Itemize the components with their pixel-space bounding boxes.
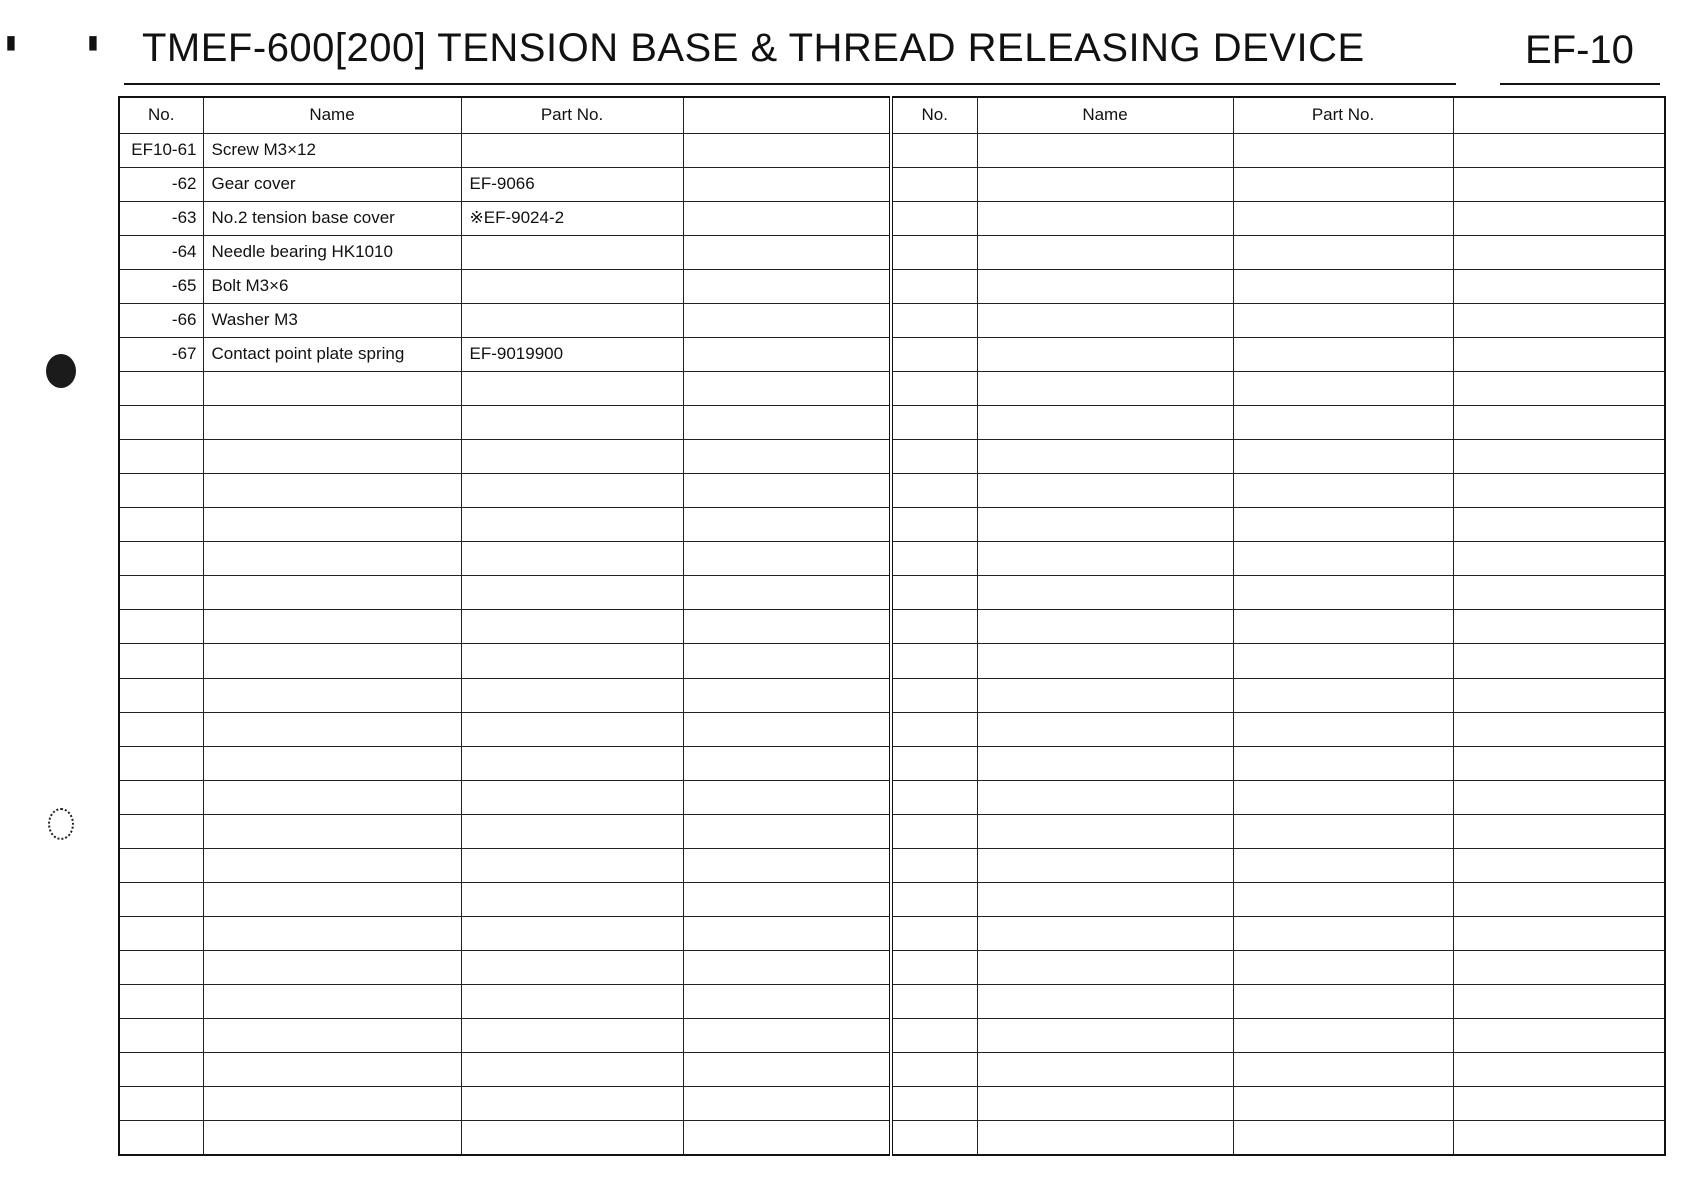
part-code-cell (461, 371, 683, 405)
right-name-cell (977, 678, 1233, 712)
table-row (119, 303, 1665, 337)
part-code-cell (461, 848, 683, 882)
part-number-cell (119, 780, 203, 814)
part-code-cell (461, 951, 683, 985)
part-number-cell: -65 (119, 269, 203, 303)
blank-cell (683, 474, 891, 508)
part-code-cell (461, 303, 683, 337)
part-name-cell (203, 985, 461, 1019)
right-name-cell (977, 916, 1233, 950)
right-part-cell (1233, 235, 1453, 269)
right-name-cell (977, 576, 1233, 610)
right-part-cell (1233, 542, 1453, 576)
blank-cell (683, 916, 891, 950)
right-part-cell (1233, 678, 1453, 712)
part-name-cell (203, 916, 461, 950)
part-name-cell: Contact point plate spring (203, 337, 461, 371)
right-name-cell (977, 371, 1233, 405)
part-code-cell (461, 916, 683, 950)
blank-cell (683, 406, 891, 440)
part-code-cell (461, 133, 683, 167)
right-blank-cell (1453, 235, 1665, 269)
table-row (119, 985, 1665, 1019)
right-part-cell (1233, 167, 1453, 201)
part-number-cell (119, 746, 203, 780)
part-name-cell: Gear cover (203, 167, 461, 201)
right-blank-cell (1453, 474, 1665, 508)
blank-cell (683, 712, 891, 746)
right-part-cell (1233, 269, 1453, 303)
right-blank-cell (1453, 644, 1665, 678)
right-number-cell (891, 780, 977, 814)
part-name-cell (203, 576, 461, 610)
right-name-cell (977, 542, 1233, 576)
table-row (119, 337, 1665, 371)
right-part-cell (1233, 814, 1453, 848)
right-name-cell (977, 1087, 1233, 1121)
part-number-cell (119, 1019, 203, 1053)
blank-cell (683, 814, 891, 848)
part-code-cell (461, 474, 683, 508)
right-number-cell (891, 542, 977, 576)
part-number-cell (119, 1053, 203, 1087)
right-blank-cell (1453, 508, 1665, 542)
part-code-cell (461, 542, 683, 576)
blank-cell (683, 269, 891, 303)
part-code-cell (461, 746, 683, 780)
table-row (119, 951, 1665, 985)
page-code-underline (1500, 83, 1660, 85)
header-blank-right (1453, 97, 1665, 133)
part-name-cell (203, 644, 461, 678)
blank-cell (683, 201, 891, 235)
right-name-cell (977, 269, 1233, 303)
part-number-cell (119, 882, 203, 916)
right-name-cell (977, 985, 1233, 1019)
part-name-cell (203, 1087, 461, 1121)
header-name-left: Name (203, 97, 461, 133)
blank-cell (683, 235, 891, 269)
right-part-cell (1233, 644, 1453, 678)
part-code-cell (461, 780, 683, 814)
blank-cell (683, 1121, 891, 1155)
part-code-cell (461, 235, 683, 269)
right-part-cell (1233, 916, 1453, 950)
part-code-cell (461, 269, 683, 303)
right-number-cell (891, 746, 977, 780)
blank-cell (683, 848, 891, 882)
binder-mark-left: ▮ (6, 32, 16, 52)
part-code-cell (461, 644, 683, 678)
right-number-cell (891, 269, 977, 303)
right-name-cell (977, 201, 1233, 235)
blank-cell (683, 985, 891, 1019)
right-blank-cell (1453, 1019, 1665, 1053)
part-name-cell (203, 848, 461, 882)
right-part-cell (1233, 746, 1453, 780)
part-code-cell (461, 1053, 683, 1087)
right-number-cell (891, 848, 977, 882)
right-blank-cell (1453, 542, 1665, 576)
right-part-cell (1233, 508, 1453, 542)
blank-cell (683, 133, 891, 167)
part-number-cell (119, 474, 203, 508)
right-part-cell (1233, 712, 1453, 746)
part-number-cell (119, 371, 203, 405)
part-code-cell (461, 440, 683, 474)
right-name-cell (977, 337, 1233, 371)
table-row (119, 406, 1665, 440)
part-number-cell (119, 644, 203, 678)
part-name-cell: Screw M3×12 (203, 133, 461, 167)
part-name-cell (203, 1121, 461, 1155)
right-name-cell (977, 780, 1233, 814)
part-number-cell: -66 (119, 303, 203, 337)
page-title: TMEF-600[200] TENSION BASE & THREAD RELEASING DEVICE (142, 26, 1365, 70)
table-row (119, 712, 1665, 746)
right-name-cell (977, 508, 1233, 542)
right-blank-cell (1453, 1053, 1665, 1087)
right-number-cell (891, 644, 977, 678)
header-no-right: No. (891, 97, 977, 133)
part-code-cell (461, 508, 683, 542)
right-blank-cell (1453, 201, 1665, 235)
part-number-cell: -67 (119, 337, 203, 371)
table-row (119, 814, 1665, 848)
table-row (119, 542, 1665, 576)
right-blank-cell (1453, 848, 1665, 882)
header-name-right: Name (977, 97, 1233, 133)
table-row (119, 167, 1665, 201)
table-row (119, 201, 1665, 235)
part-name-cell (203, 1019, 461, 1053)
right-name-cell (977, 406, 1233, 440)
part-name-cell (203, 951, 461, 985)
part-code-cell (461, 1019, 683, 1053)
part-name-cell (203, 712, 461, 746)
part-code-cell (461, 406, 683, 440)
right-part-cell (1233, 371, 1453, 405)
blank-cell (683, 610, 891, 644)
right-number-cell (891, 1087, 977, 1121)
part-number-cell (119, 440, 203, 474)
blank-cell (683, 1053, 891, 1087)
part-number-cell (119, 576, 203, 610)
part-number-cell (119, 1087, 203, 1121)
right-blank-cell (1453, 167, 1665, 201)
right-number-cell (891, 235, 977, 269)
right-number-cell (891, 133, 977, 167)
right-part-cell (1233, 337, 1453, 371)
right-name-cell (977, 133, 1233, 167)
right-number-cell (891, 712, 977, 746)
table-header-row (119, 97, 1665, 133)
part-name-cell (203, 542, 461, 576)
right-name-cell (977, 474, 1233, 508)
part-code-cell (461, 610, 683, 644)
blank-cell (683, 337, 891, 371)
right-blank-cell (1453, 337, 1665, 371)
blank-cell (683, 440, 891, 474)
right-part-cell (1233, 576, 1453, 610)
blank-cell (683, 508, 891, 542)
part-name-cell: Washer M3 (203, 303, 461, 337)
right-number-cell (891, 508, 977, 542)
blank-cell (683, 303, 891, 337)
parts-table (118, 96, 1666, 1156)
right-name-cell (977, 746, 1233, 780)
blank-cell (683, 780, 891, 814)
blank-cell (683, 1087, 891, 1121)
blank-cell (683, 951, 891, 985)
right-blank-cell (1453, 1087, 1665, 1121)
right-blank-cell (1453, 678, 1665, 712)
part-name-cell (203, 882, 461, 916)
part-code-cell (461, 576, 683, 610)
right-blank-cell (1453, 576, 1665, 610)
blank-cell (683, 678, 891, 712)
part-number-cell (119, 610, 203, 644)
right-number-cell (891, 201, 977, 235)
part-name-cell: Bolt M3×6 (203, 269, 461, 303)
table-row (119, 780, 1665, 814)
part-number-cell (119, 406, 203, 440)
right-number-cell (891, 610, 977, 644)
part-name-cell (203, 440, 461, 474)
right-part-cell (1233, 1087, 1453, 1121)
right-name-cell (977, 440, 1233, 474)
part-number-cell (119, 916, 203, 950)
right-blank-cell (1453, 610, 1665, 644)
part-code-cell (461, 1121, 683, 1155)
table-row (119, 576, 1665, 610)
right-name-cell (977, 1121, 1233, 1155)
part-name-cell (203, 406, 461, 440)
right-part-cell (1233, 201, 1453, 235)
blank-cell (683, 882, 891, 916)
right-blank-cell (1453, 780, 1665, 814)
table-row (119, 644, 1665, 678)
part-code-cell (461, 985, 683, 1019)
right-name-cell (977, 712, 1233, 746)
right-blank-cell (1453, 916, 1665, 950)
right-name-cell (977, 1019, 1233, 1053)
table-row (119, 133, 1665, 167)
right-part-cell (1233, 406, 1453, 440)
part-name-cell (203, 746, 461, 780)
table-row (119, 269, 1665, 303)
part-name-cell: Needle bearing HK1010 (203, 235, 461, 269)
part-number-cell (119, 678, 203, 712)
table-row (119, 1053, 1665, 1087)
right-name-cell (977, 235, 1233, 269)
binder-mark-left-2: ▮ (88, 32, 98, 52)
part-number-cell (119, 814, 203, 848)
right-name-cell (977, 814, 1233, 848)
right-part-cell (1233, 610, 1453, 644)
right-name-cell (977, 848, 1233, 882)
right-name-cell (977, 303, 1233, 337)
right-number-cell (891, 474, 977, 508)
right-part-cell (1233, 882, 1453, 916)
right-part-cell (1233, 1121, 1453, 1155)
right-number-cell (891, 167, 977, 201)
header-part-left: Part No. (461, 97, 683, 133)
blank-cell (683, 746, 891, 780)
blank-cell (683, 576, 891, 610)
right-number-cell (891, 985, 977, 1019)
right-blank-cell (1453, 951, 1665, 985)
part-code-cell: ※EF-9024-2 (461, 201, 683, 235)
right-blank-cell (1453, 985, 1665, 1019)
header-blank-left (683, 97, 891, 133)
parts-table-body (119, 133, 1665, 1155)
part-code-cell (461, 882, 683, 916)
right-number-cell (891, 916, 977, 950)
right-blank-cell (1453, 746, 1665, 780)
header-no-left: No. (119, 97, 203, 133)
right-blank-cell (1453, 1121, 1665, 1155)
right-number-cell (891, 303, 977, 337)
part-number-cell: -64 (119, 235, 203, 269)
right-number-cell (891, 814, 977, 848)
right-number-cell (891, 337, 977, 371)
part-code-cell (461, 678, 683, 712)
right-name-cell (977, 610, 1233, 644)
right-part-cell (1233, 848, 1453, 882)
part-number-cell: -62 (119, 167, 203, 201)
right-number-cell (891, 1121, 977, 1155)
part-number-cell (119, 508, 203, 542)
right-number-cell (891, 1053, 977, 1087)
part-name-cell (203, 1053, 461, 1087)
table-row (119, 1121, 1665, 1155)
table-row (119, 474, 1665, 508)
blank-cell (683, 542, 891, 576)
part-number-cell (119, 848, 203, 882)
binder-hole-bottom (48, 808, 74, 840)
right-part-cell (1233, 951, 1453, 985)
table-row (119, 916, 1665, 950)
right-blank-cell (1453, 440, 1665, 474)
blank-cell (683, 644, 891, 678)
right-number-cell (891, 951, 977, 985)
part-code-cell (461, 814, 683, 848)
part-name-cell (203, 678, 461, 712)
right-blank-cell (1453, 133, 1665, 167)
part-number-cell (119, 951, 203, 985)
table-row (119, 371, 1665, 405)
right-number-cell (891, 371, 977, 405)
part-name-cell (203, 371, 461, 405)
right-number-cell (891, 406, 977, 440)
right-name-cell (977, 882, 1233, 916)
right-part-cell (1233, 303, 1453, 337)
right-number-cell (891, 576, 977, 610)
blank-cell (683, 167, 891, 201)
table-row (119, 848, 1665, 882)
right-part-cell (1233, 474, 1453, 508)
right-part-cell (1233, 1053, 1453, 1087)
part-number-cell (119, 985, 203, 1019)
right-blank-cell (1453, 269, 1665, 303)
right-name-cell (977, 1053, 1233, 1087)
right-name-cell (977, 644, 1233, 678)
table-row (119, 610, 1665, 644)
part-number-cell (119, 542, 203, 576)
part-number-cell: -63 (119, 201, 203, 235)
table-row (119, 1087, 1665, 1121)
right-part-cell (1233, 133, 1453, 167)
table-row (119, 440, 1665, 474)
part-code-cell (461, 712, 683, 746)
right-number-cell (891, 882, 977, 916)
right-blank-cell (1453, 882, 1665, 916)
header-part-right: Part No. (1233, 97, 1453, 133)
part-code-cell: EF-9019900 (461, 337, 683, 371)
right-part-cell (1233, 1019, 1453, 1053)
part-name-cell (203, 508, 461, 542)
table-row (119, 235, 1665, 269)
part-name-cell (203, 780, 461, 814)
part-number-cell (119, 1121, 203, 1155)
table-row (119, 1019, 1665, 1053)
right-part-cell (1233, 780, 1453, 814)
table-row (119, 508, 1665, 542)
part-number-cell (119, 712, 203, 746)
right-blank-cell (1453, 814, 1665, 848)
blank-cell (683, 1019, 891, 1053)
right-blank-cell (1453, 406, 1665, 440)
right-part-cell (1233, 985, 1453, 1019)
right-name-cell (977, 167, 1233, 201)
binder-hole-top (46, 354, 76, 388)
part-code-cell (461, 1087, 683, 1121)
right-part-cell (1233, 440, 1453, 474)
right-number-cell (891, 678, 977, 712)
right-number-cell (891, 440, 977, 474)
right-blank-cell (1453, 371, 1665, 405)
right-number-cell (891, 1019, 977, 1053)
part-name-cell (203, 814, 461, 848)
right-blank-cell (1453, 303, 1665, 337)
part-name-cell (203, 474, 461, 508)
right-blank-cell (1453, 712, 1665, 746)
part-code-cell: EF-9066 (461, 167, 683, 201)
table-row (119, 678, 1665, 712)
page-code: EF-10 (1525, 28, 1634, 72)
right-name-cell (977, 951, 1233, 985)
part-number-cell: EF10-61 (119, 133, 203, 167)
table-row (119, 746, 1665, 780)
table-row (119, 882, 1665, 916)
part-name-cell: No.2 tension base cover (203, 201, 461, 235)
title-underline (124, 83, 1456, 85)
blank-cell (683, 371, 891, 405)
part-name-cell (203, 610, 461, 644)
